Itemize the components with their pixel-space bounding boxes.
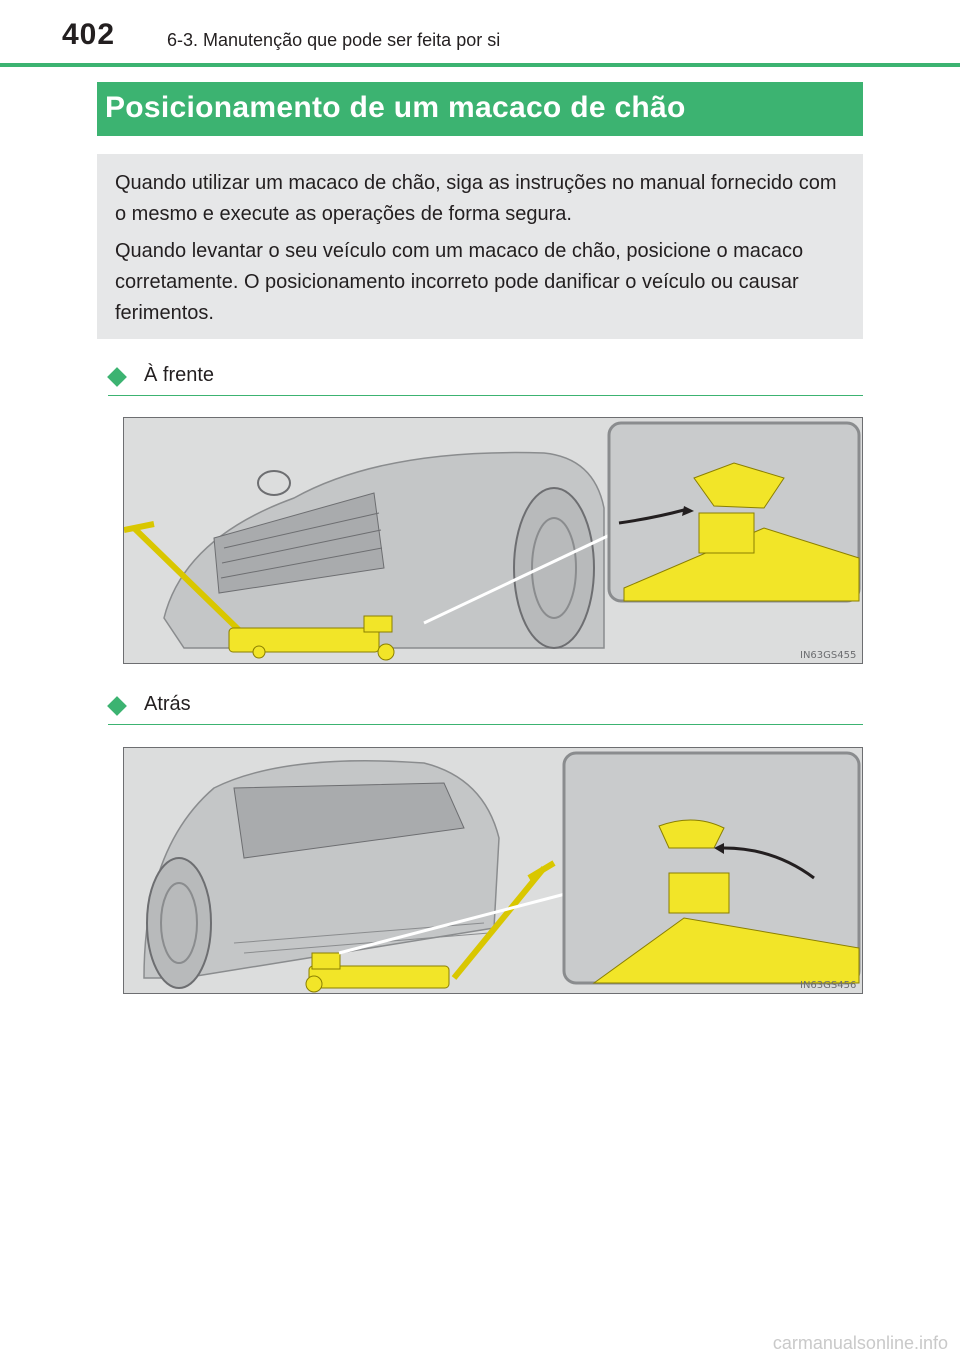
front-figure-code: IN63GS455: [800, 650, 857, 661]
rear-figure-code: IN63GS456: [800, 980, 857, 991]
subsection-rule: [108, 724, 863, 725]
subsection-front: [108, 364, 863, 397]
running-title: 6-3. Manutenção que pode ser feita por si: [167, 30, 501, 50]
watermark: carmanualsonline.info: [772, 1333, 948, 1353]
rear-jack-illustration: [123, 747, 863, 994]
intro-paragraph-2: Quando levantar o seu veículo com um macaco de chão, posicione o macaco corretamente. O posicionamento incorreto pode danificar o veículo ou causar ferimentos.: [115, 240, 804, 324]
section-title-bar: [97, 82, 863, 136]
section-title: Posicionamento de um macaco de chão: [105, 91, 686, 124]
page-header: [0, 0, 960, 70]
rear-car-jack-drawing: [124, 748, 863, 994]
intro-paragraph-1: Quando utilizar um macaco de chão, siga as instruções no manual fornecido com o mesmo e execute as operações de forma segura.: [115, 172, 837, 225]
front-car-jack-drawing: [124, 418, 863, 664]
subsection-front-label: À frente: [144, 364, 215, 386]
diamond-bullet-icon: [107, 696, 127, 716]
subsection-rear: [108, 693, 863, 726]
front-jack-illustration: [123, 417, 863, 664]
diamond-bullet-icon: [107, 367, 127, 387]
subsection-rear-label: Atrás: [144, 693, 191, 715]
page-number: 402: [62, 18, 116, 51]
subsection-rule: [108, 395, 863, 396]
header-rule: [0, 63, 960, 67]
intro-panel: [97, 154, 863, 339]
